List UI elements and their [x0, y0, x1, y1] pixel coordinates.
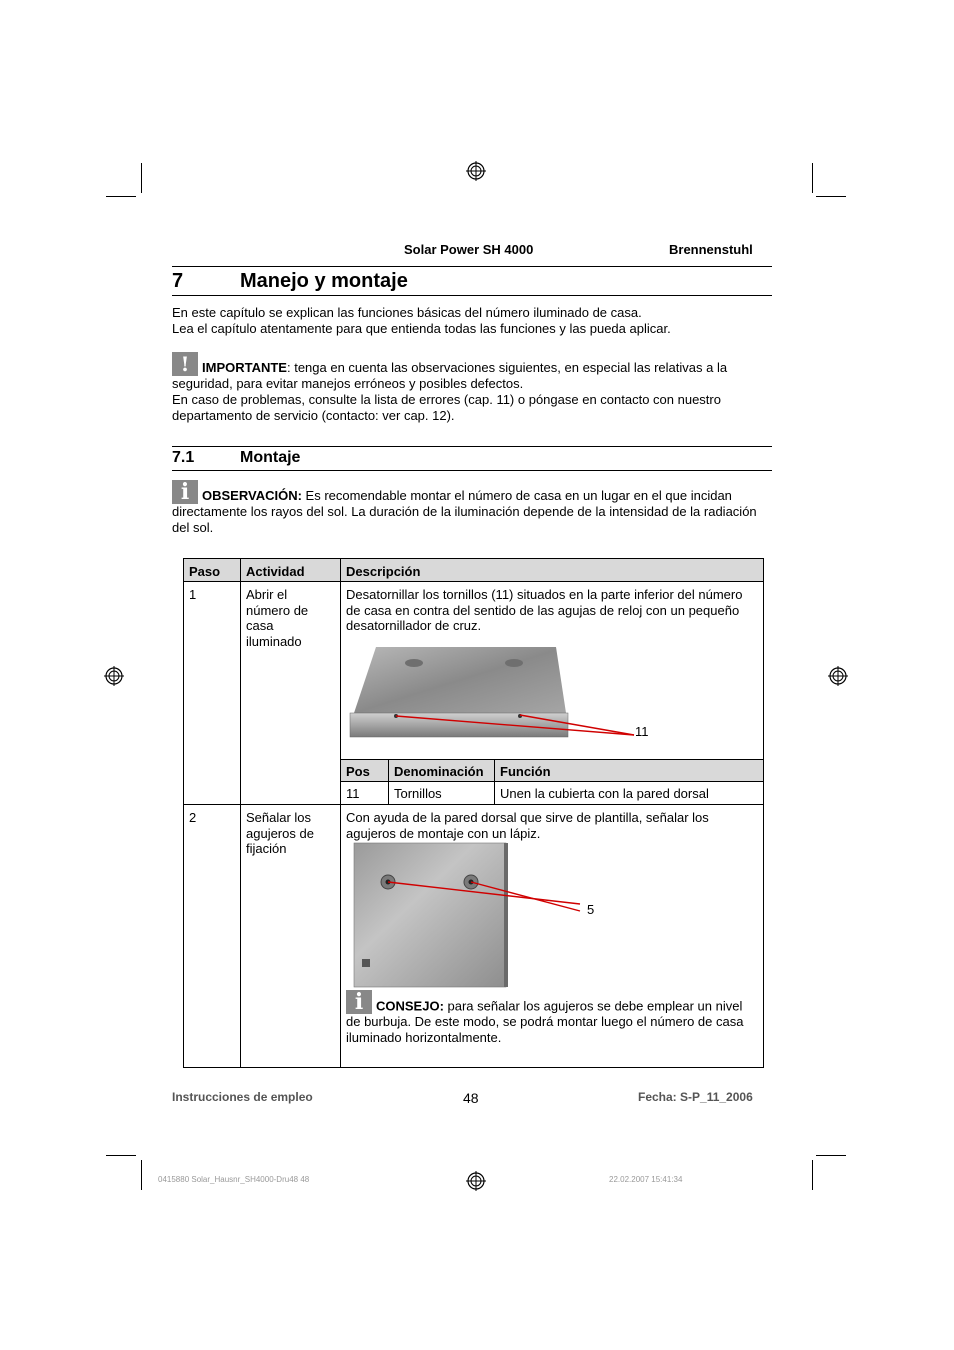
observation-note: [172, 480, 768, 536]
crop-mark: [141, 1160, 142, 1190]
row2-descripcion: Con ayuda de la pared dorsal que sirve de plantilla, señalar los agujeros de montaje con un lápiz.: [346, 810, 709, 841]
chapter-heading: [172, 270, 408, 293]
registration-mark-icon: [828, 666, 848, 686]
registration-mark-icon: [104, 666, 124, 686]
observation-text: Es recomendable montar el número de casa en un lugar en el que incidan directamente los rayos del sol. La duración de la iluminación depende de la intensidad de la radiación del sol.: [172, 488, 757, 535]
crop-mark: [141, 163, 142, 193]
printline-date: 22.02.2007 15:41:34: [609, 1175, 683, 1184]
crop-mark: [816, 1155, 846, 1156]
subtable-header-denominacion: Denominación: [394, 764, 484, 779]
header-rule: [172, 266, 772, 267]
header-actividad: Actividad: [246, 564, 305, 579]
crop-mark: [816, 196, 846, 197]
crop-mark: [106, 196, 136, 197]
intro-paragraph: [172, 305, 772, 337]
page-number: 48: [463, 1090, 479, 1106]
chapter-number: 7: [172, 270, 184, 292]
steps-table: [183, 558, 764, 1068]
section-number: 7.1: [172, 449, 195, 466]
row1-actividad: Abrir el número de casa iluminado: [246, 587, 309, 649]
crop-mark: [812, 163, 813, 193]
footer-right: Fecha: S-P_11_2006: [638, 1090, 753, 1104]
intro-line: Lea el capítulo atentamente para que entienda todas las funciones y las pueda aplicar.: [172, 321, 671, 336]
observation-label: OBSERVACIÓN:: [202, 488, 302, 503]
footer-left: Instrucciones de empleo: [172, 1090, 313, 1104]
subtable-header-pos: Pos: [346, 764, 370, 779]
subtable-divider: [341, 759, 763, 760]
cover-photo: [344, 643, 664, 743]
row2-actividad: Señalar los agujeros de fijación: [246, 810, 314, 856]
header-brand: Brennenstuhl: [669, 242, 753, 257]
header-descripcion: Descripción: [346, 564, 421, 579]
row2-paso: 2: [189, 810, 197, 825]
chapter-rule: [172, 295, 772, 296]
tip-note: [341, 987, 761, 1048]
subtable-header-funcion: Función: [500, 764, 551, 779]
subtable-funcion: Unen la cubierta con la pared dorsal: [500, 786, 709, 801]
subtable-denominacion: Tornillos: [394, 786, 442, 801]
row1-descripcion: Desatornillar los tornillos (11) situados en la parte inferior del número de casa en contra del sentido de las agujas de reloj con un pequeño desatornillador de cruz.: [346, 587, 743, 633]
section-title: Montaje: [240, 449, 301, 466]
intro-line: En este capítulo se explican las funciones básicas del número iluminado de casa.: [172, 305, 642, 320]
row1-paso: 1: [189, 587, 197, 602]
header-product: Solar Power SH 4000: [404, 242, 534, 257]
callout-11: 11: [635, 724, 649, 739]
info-icon: i: [172, 480, 198, 504]
section-rule-bottom: [172, 470, 772, 471]
crop-mark: [812, 1160, 813, 1190]
subtable-pos: 11: [346, 786, 360, 801]
important-text: : tenga en cuenta las observaciones siguientes, en especial las relativas a la seguridad, para evitar manejos erróneos y posibles defectos.: [172, 360, 728, 391]
crop-mark: [106, 1155, 136, 1156]
header-paso: Paso: [189, 564, 221, 579]
tip-label: CONSEJO:: [376, 998, 444, 1014]
info-icon: i: [346, 990, 372, 1014]
table-divider: [184, 581, 763, 582]
callout-5: 5: [587, 902, 595, 917]
exclamation-icon: !: [172, 352, 198, 376]
tip-text: para señalar los agujeros se debe emplear un nivel de burbuja. De este modo, se podrá montar luego el número de casa iluminado horizontalmente.: [346, 998, 744, 1045]
printline-file: 0415880 Solar_Hausnr_SH4000-Dru48 48: [158, 1175, 310, 1184]
registration-mark-icon: [466, 1171, 486, 1191]
important-label: IMPORTANTE: [202, 360, 287, 375]
chapter-title: Manejo y montaje: [240, 270, 408, 292]
section-rule-top: [172, 446, 772, 447]
important-note: [172, 352, 772, 424]
registration-mark-icon: [466, 161, 486, 181]
important-text-2: En caso de problemas, consulte la lista de errores (cap. 11) o póngase en contacto con nuestro departamento de servicio (contacto: ver cap. 12).: [172, 392, 721, 423]
section-heading: [172, 449, 300, 467]
back-wall-photo: [352, 841, 602, 989]
